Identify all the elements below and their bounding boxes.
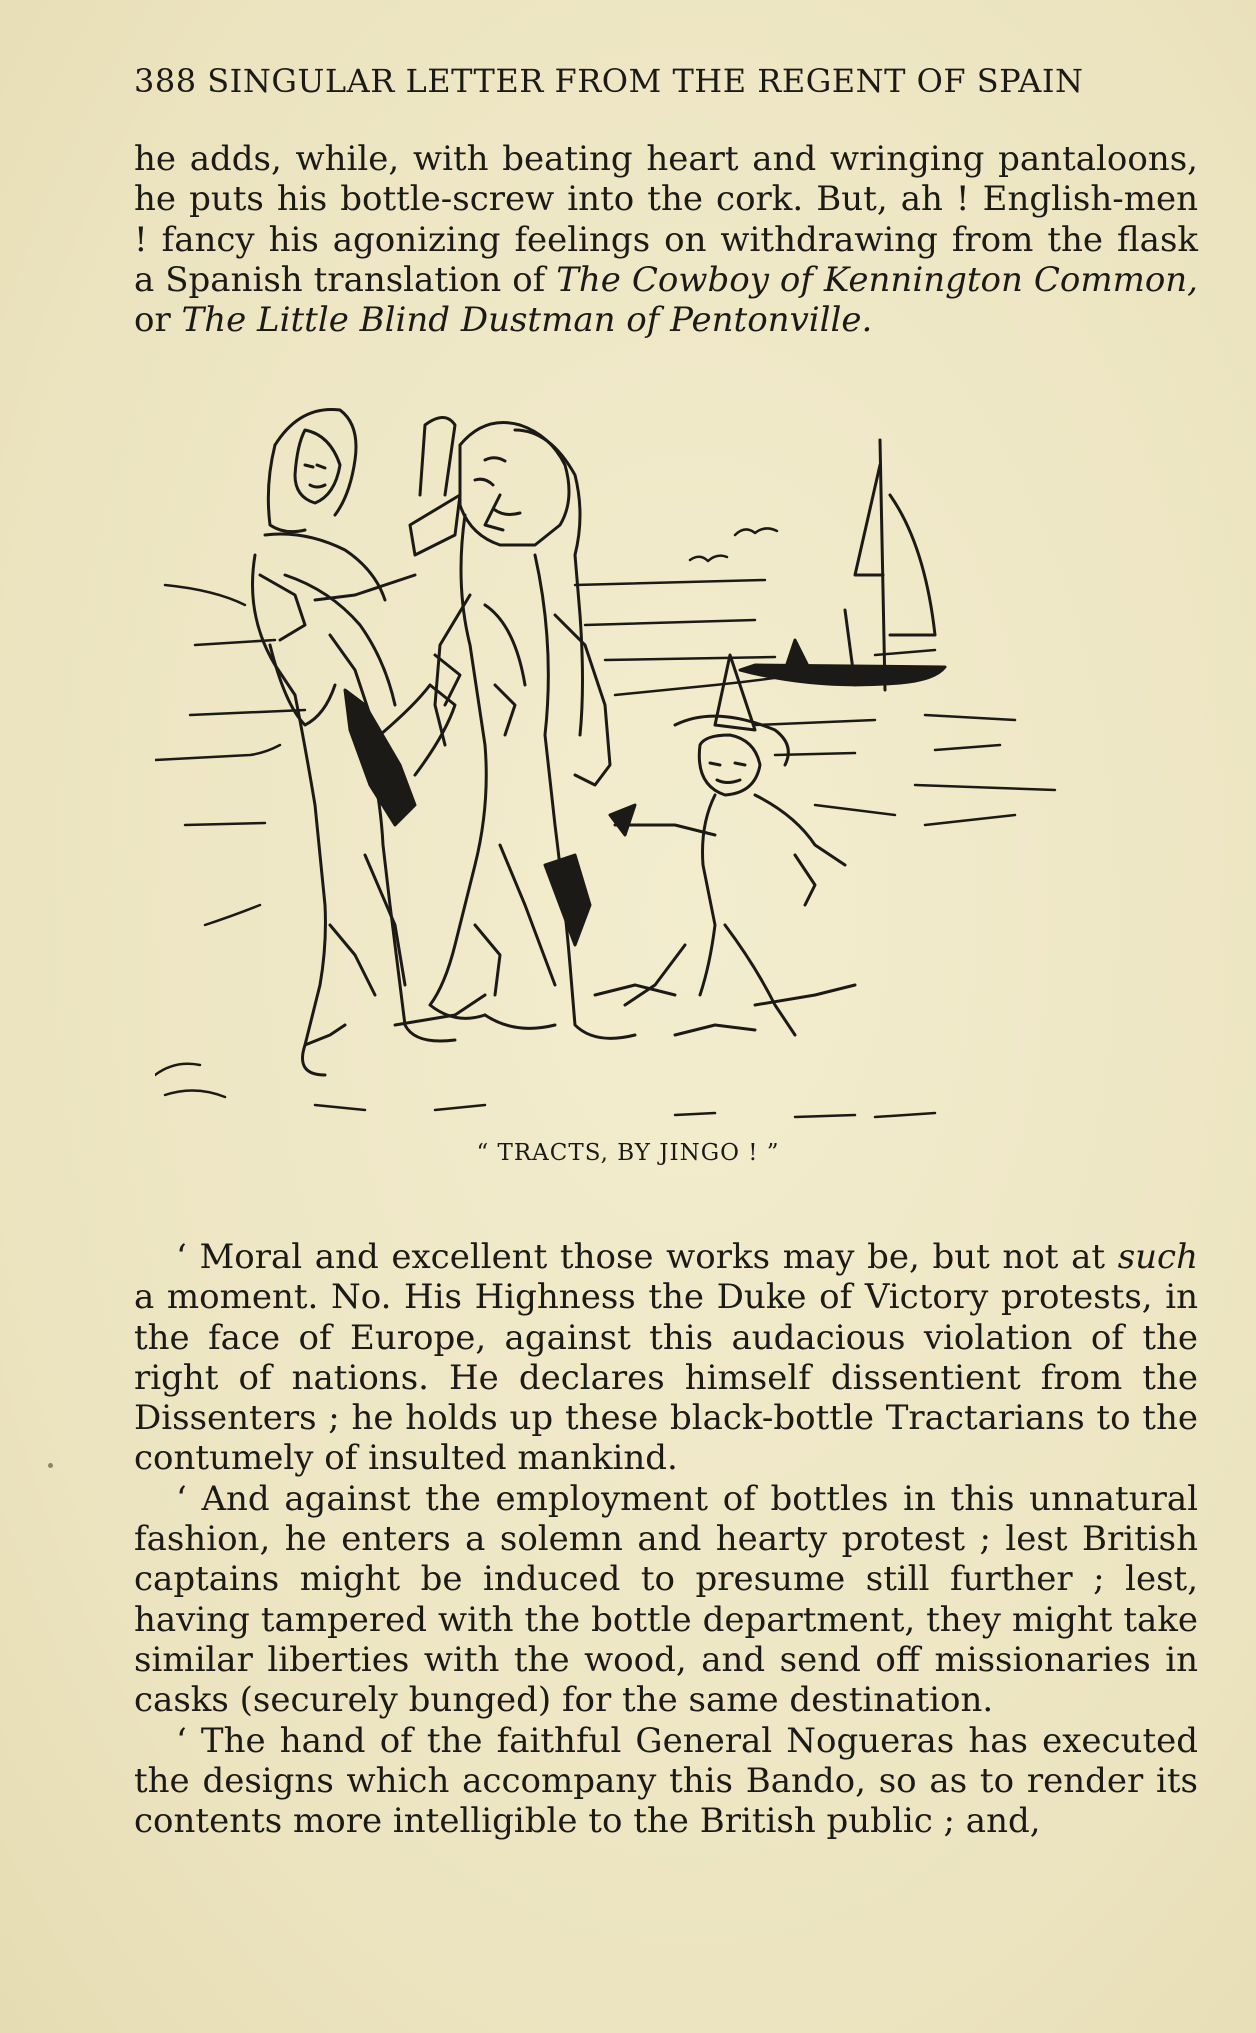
paragraph-moral bbox=[134, 1237, 1198, 1479]
margin-mark bbox=[48, 1463, 53, 1468]
title-dustman: The Little Blind Dustman of Pentonville. bbox=[181, 300, 873, 341]
illustration-caption: “ TRACTS, BY JINGO ! ” bbox=[476, 1140, 780, 1166]
intro-paragraph bbox=[134, 139, 1198, 340]
illustration-tracts-by-jingo bbox=[155, 385, 1155, 1140]
intro-or: or bbox=[134, 300, 182, 341]
intro-text: he adds, while, with beating heart and wringing pantaloons, he puts his bottle-screw into the cork. But, ah ! English-men ! fancy his agonizing feelings on withdrawing from the flask a Spanish translation of bbox=[134, 139, 1198, 300]
paragraph-moral-text: ‘ Moral and excellent those works may be, but not at bbox=[176, 1237, 1118, 1277]
paragraph-moral-rest: a moment. No. His Highness the Duke of Victory protests, in the face of Europe, against this audacious violation of the right of nations. He declares himself dissentient from the Dissenters ; he holds up these black-bottle Tractarians to the contumely of insulted mankind. bbox=[134, 1277, 1198, 1479]
emphasis-such: such bbox=[1117, 1237, 1198, 1277]
paragraph-protest: ‘ And against the employment of bottles in this unnatural fashion, he enters a solemn and hearty protest ; lest British captains might be induced to presume still further ; lest, having tampered with the bottle department, they might take similar liberties with the wood, and send off missionaries in casks (securely bunged) for the same destination. bbox=[134, 1478, 1198, 1721]
child-in-pointed-hat bbox=[610, 655, 855, 1035]
body-text bbox=[134, 1237, 1198, 1841]
paragraph-nogueras: ‘ The hand of the faithful General Nogueras has executed the designs which accompany this Bando, so as to render its contents more intelligible to the British public ; and, bbox=[134, 1720, 1198, 1842]
woman-with-bottle bbox=[253, 409, 486, 1075]
sea-lines bbox=[155, 580, 1055, 1117]
title-cowboy: The Cowboy of Kennington Common, bbox=[556, 259, 1198, 300]
birds bbox=[690, 528, 777, 561]
running-head: 388 SINGULAR LETTER FROM THE REGENT OF SPAIN bbox=[134, 62, 1084, 100]
